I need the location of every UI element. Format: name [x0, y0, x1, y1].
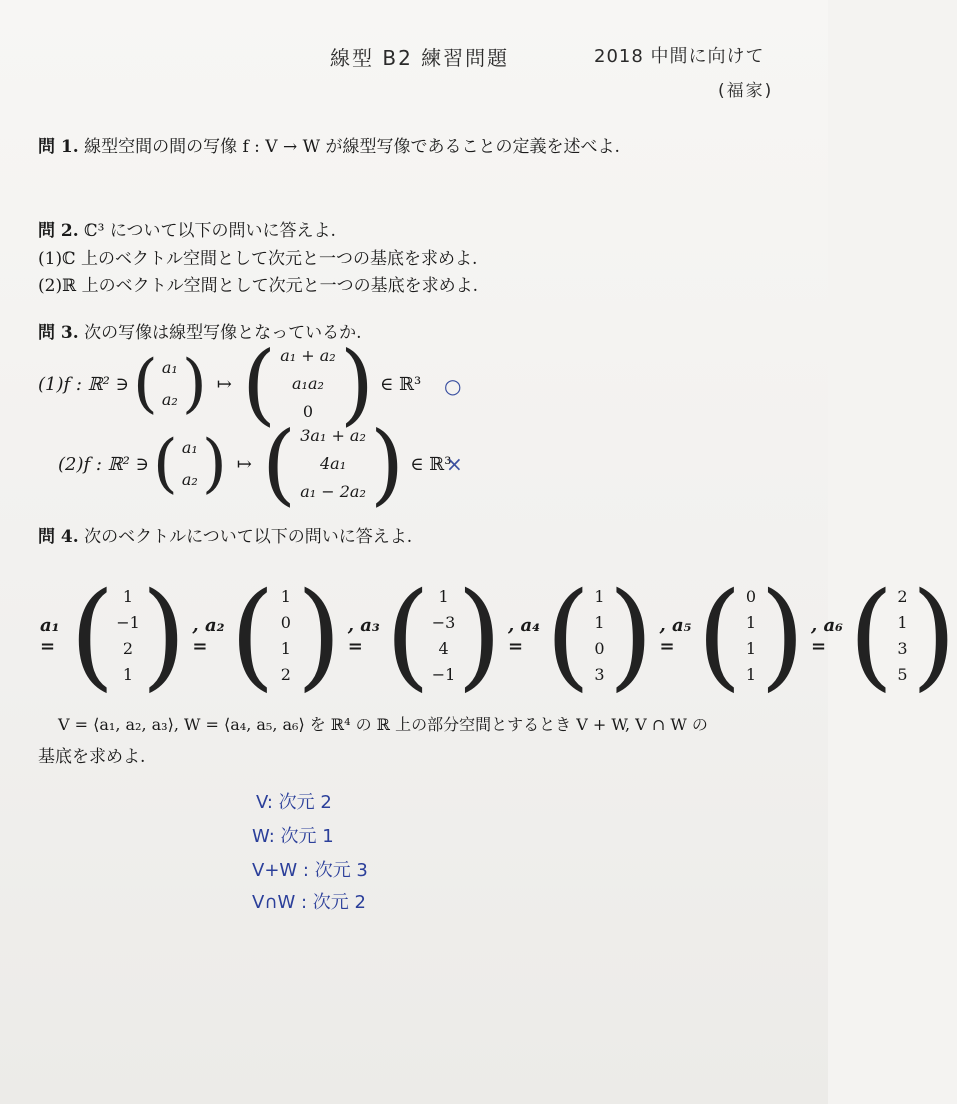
- left-paren: (: [848, 568, 894, 703]
- vector-a4: [591, 584, 609, 688]
- vector-entry: −1: [116, 612, 140, 632]
- question-4-intro: 次のベクトルについて以下の問いに答えよ.: [84, 527, 413, 547]
- left-paren: (: [696, 568, 743, 703]
- vector-entry: 1: [745, 638, 757, 658]
- handwritten-answer: V: 次元 2: [256, 792, 332, 813]
- vector-entry: 1: [122, 586, 134, 606]
- vector-entry: 0: [280, 612, 291, 632]
- vector-entry: 1: [594, 586, 605, 606]
- map-2-output-entry: 4a₁: [319, 453, 347, 473]
- vector-entry: 3: [594, 664, 605, 684]
- vector-a5: [742, 584, 760, 688]
- vector-entry: 2: [897, 586, 908, 606]
- right-paren: ): [759, 568, 805, 703]
- vector-entry: 2: [280, 664, 291, 684]
- vector-entry: 3: [897, 638, 908, 658]
- left-paren: (: [241, 332, 277, 435]
- vector-entry: 4: [438, 638, 449, 658]
- vector-a2: [275, 584, 296, 688]
- map-1-output-entry: a₁a₂: [292, 373, 324, 393]
- question-4-label: 問 4.: [38, 527, 79, 547]
- left-paren: (: [229, 568, 276, 703]
- vector-a2-name: , a₂ =: [192, 615, 225, 657]
- map-2: [58, 412, 452, 515]
- question-3-intro: 次の写像は線型写像となっているか.: [84, 323, 362, 343]
- vector-entry: 1: [122, 664, 134, 684]
- vector-a1: [115, 584, 141, 688]
- header-note: 2018 中間に向けて: [594, 46, 765, 67]
- question-4-statement-line-1: V = ⟨a₁, a₂, a₃⟩, W = ⟨a₄, a₅, a₆⟩ を ℝ⁴ の ℝ 上の部分空間とするとき V + W, V ∩ W の: [58, 715, 708, 734]
- vector-entry: −1: [431, 664, 456, 684]
- right-paren: ): [296, 568, 342, 703]
- map-1-arrow: ↦: [216, 373, 232, 395]
- map-2-output-entry: a₁ − 2a₂: [300, 481, 366, 501]
- vector-a6: [894, 584, 912, 688]
- vector-a5-name: , a₅ =: [659, 615, 692, 657]
- vector-entry: 1: [280, 638, 291, 658]
- handwritten-answer: W: 次元 1: [252, 826, 334, 847]
- map-2-output-vector: [296, 422, 370, 506]
- map-1-input-vector: [158, 352, 182, 416]
- left-paren: (: [261, 412, 297, 515]
- map-2-input-vector: [178, 432, 202, 496]
- map-2-answer-mark: ×: [446, 452, 463, 476]
- map-1-answer-mark: ○: [444, 374, 462, 398]
- vector-a4-name: , a₄ =: [507, 615, 541, 657]
- map-2-input-entry: a₂: [181, 469, 198, 489]
- question-2-item-2: (2)ℝ 上のベクトル空間として次元と一つの基底を求めよ.: [38, 276, 479, 296]
- header-author: (福家): [718, 81, 774, 101]
- vector-entry: 2: [122, 638, 134, 658]
- vector-entry: 1: [438, 586, 449, 606]
- vector-a3: [430, 584, 456, 688]
- map-1-input-entry: a₁: [161, 357, 178, 377]
- vector-entry: 0: [594, 638, 605, 658]
- map-1-output-entry: 0: [302, 401, 314, 421]
- left-paren: (: [132, 347, 158, 421]
- right-paren: ): [181, 347, 207, 421]
- right-paren: ): [141, 568, 187, 703]
- map-2-output-entry: 3a₁ + a₂: [300, 425, 366, 445]
- handwritten-answer: V+W : 次元 3: [252, 860, 368, 881]
- question-2-label: 問 2.: [38, 221, 79, 241]
- left-paren: (: [69, 568, 115, 703]
- right-paren: ): [369, 412, 405, 515]
- question-3: [38, 318, 361, 343]
- left-paren: (: [385, 568, 431, 703]
- map-1-prefix: (1)f : ℝ² ∋: [38, 373, 129, 395]
- vector-a3-name: , a₃ =: [347, 615, 380, 657]
- question-2-intro: ℂ³ について以下の問いに答えよ.: [84, 221, 336, 241]
- vector-a1-name: a₁ =: [40, 615, 60, 657]
- right-paren: ): [911, 568, 957, 703]
- right-paren: ): [339, 332, 375, 435]
- question-1-label: 問 1.: [38, 137, 79, 157]
- vector-entry: 1: [745, 664, 757, 684]
- right-paren: ): [608, 568, 654, 703]
- map-1-output-entry: a₁ + a₂: [280, 345, 336, 365]
- question-3-label: 問 3.: [38, 323, 79, 343]
- right-paren: ): [456, 568, 502, 703]
- left-paren: (: [152, 427, 178, 501]
- vector-entry: 1: [745, 612, 757, 632]
- question-4: [38, 522, 412, 547]
- vector-a6-name: , a₆ =: [810, 615, 844, 657]
- right-paren: ): [201, 427, 227, 501]
- map-2-input-entry: a₁: [181, 437, 198, 457]
- question-4-statement-line-2: 基底を求めよ.: [38, 747, 146, 767]
- question-2-item-1: (1)ℂ 上のベクトル空間として次元と一つの基底を求めよ.: [38, 249, 478, 269]
- question-1-text: 線型空間の間の写像 f : V → W が線型写像であることの定義を述べよ.: [84, 137, 620, 157]
- map-2-prefix: (2)f : ℝ² ∋: [58, 453, 149, 475]
- map-1-input-entry: a₂: [161, 389, 178, 409]
- map-2-target: ∈ ℝ³: [410, 453, 452, 475]
- map-1-target: ∈ ℝ³: [380, 373, 422, 395]
- handwritten-answer: V∩W : 次元 2: [252, 892, 366, 913]
- vector-entry: 1: [594, 612, 605, 632]
- map-2-arrow: ↦: [236, 453, 252, 475]
- left-paren: (: [545, 568, 591, 703]
- vector-entry: 5: [897, 664, 908, 684]
- question-2: [38, 216, 336, 241]
- vector-entry: −3: [431, 612, 456, 632]
- vector-entry: 1: [280, 586, 291, 606]
- question-1: [38, 132, 620, 157]
- vector-entry: 1: [897, 612, 908, 632]
- header-title: 線型 B2 練習問題: [330, 46, 510, 70]
- vectors-row: [40, 568, 957, 703]
- vector-entry: 0: [745, 586, 757, 606]
